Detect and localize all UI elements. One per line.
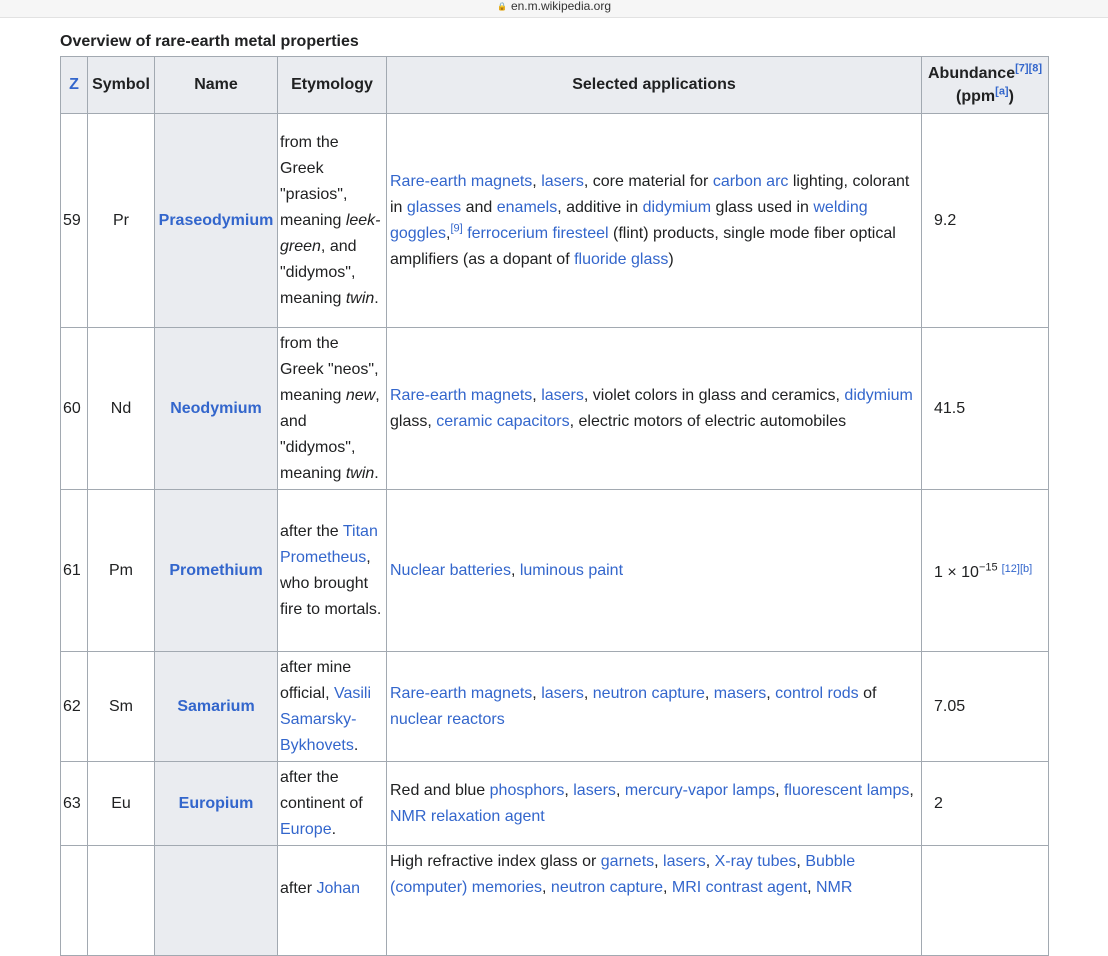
link-vasili-samarsky-bykhovets[interactable]: Vasili Samarsky-Bykhovets bbox=[280, 684, 371, 754]
link-control-rods[interactable]: control rods bbox=[775, 684, 859, 702]
abundance-unit: (ppm bbox=[956, 88, 996, 105]
link-rare-earth-magnets[interactable]: Rare-earth magnets bbox=[390, 684, 533, 702]
link-masers[interactable]: masers bbox=[713, 684, 767, 702]
link-rare-earth-magnets[interactable]: Rare-earth magnets bbox=[390, 386, 533, 404]
abundance-value: 2 bbox=[922, 762, 1049, 846]
table-row bbox=[61, 762, 1049, 846]
rare-earth-table bbox=[60, 56, 1049, 956]
ref-12-b[interactable]: [12][b] bbox=[1001, 562, 1033, 575]
atomic-number: 62 bbox=[61, 652, 88, 762]
atomic-number bbox=[61, 846, 88, 956]
link-didymium[interactable]: didymium bbox=[844, 386, 913, 404]
lock-icon: 🔒 bbox=[496, 2, 507, 11]
element-symbol bbox=[88, 846, 155, 956]
abundance-value: 9.2 bbox=[922, 114, 1049, 328]
abundance-label: Abundance bbox=[927, 65, 1016, 82]
link-lasers[interactable]: lasers bbox=[573, 781, 616, 799]
applications-cell: Rare-earth magnets, lasers, neutron capture, masers, control rods of nuclear reactors bbox=[387, 652, 922, 762]
atomic-number: 60 bbox=[61, 328, 88, 490]
link-didymium[interactable]: didymium bbox=[642, 198, 712, 216]
link-nuclear-batteries[interactable]: Nuclear batteries bbox=[390, 561, 511, 579]
applications-cell: Red and blue phosphors, lasers, mercury-vapor lamps, fluorescent lamps, NMR relaxation agent bbox=[387, 762, 922, 846]
header-row bbox=[61, 57, 1049, 114]
ref-8[interactable]: [8] bbox=[1028, 62, 1043, 75]
table-row bbox=[61, 490, 1049, 652]
link-enamels[interactable]: enamels bbox=[496, 198, 558, 216]
link-europe[interactable]: Europe bbox=[280, 820, 332, 838]
element-name-link[interactable]: Samarium bbox=[155, 652, 278, 762]
element-symbol: Nd bbox=[88, 328, 155, 490]
address-bar[interactable] bbox=[0, 0, 1108, 18]
column-header-symbol[interactable]: Symbol bbox=[88, 57, 155, 114]
link-fluorescent-lamps[interactable]: fluorescent lamps bbox=[783, 781, 910, 799]
abundance-value bbox=[922, 846, 1049, 956]
url-text: en.m.wikipedia.org bbox=[510, 0, 612, 13]
applications-cell: Rare-earth magnets, lasers, core material for carbon arc lighting, colorant in glasses and enamels, additive in didymium glass used in welding goggles,[9] ferrocerium firesteel (flint) products, single mode fiber optical amplifiers (as a dopant of fluoride glass) bbox=[387, 114, 922, 328]
link-carbon-arc[interactable]: carbon arc bbox=[712, 172, 789, 190]
link-lasers[interactable]: lasers bbox=[663, 853, 706, 870]
element-symbol: Eu bbox=[88, 762, 155, 846]
link-nmr-relaxation-agent[interactable]: NMR relaxation agent bbox=[390, 807, 545, 825]
link-glasses[interactable]: glasses bbox=[406, 198, 462, 216]
element-name-link[interactable]: Neodymium bbox=[155, 328, 278, 490]
link-nuclear-reactors[interactable]: nuclear reactors bbox=[390, 710, 505, 728]
etymology-cell: from the Greek "prasios", meaning leek-green, and "didymos", meaning twin. bbox=[278, 114, 387, 328]
element-name-link[interactable]: Praseodymium bbox=[155, 114, 278, 328]
element-symbol: Sm bbox=[88, 652, 155, 762]
link-lasers[interactable]: lasers bbox=[541, 386, 584, 404]
atomic-number: 63 bbox=[61, 762, 88, 846]
table-row bbox=[61, 652, 1049, 762]
element-symbol: Pm bbox=[88, 490, 155, 652]
element-symbol: Pr bbox=[88, 114, 155, 328]
etymology-cell: after the Titan Prometheus, who brought fire to mortals. bbox=[278, 490, 387, 652]
link-luminous-paint[interactable]: luminous paint bbox=[519, 561, 624, 579]
element-name-link[interactable]: Promethium bbox=[155, 490, 278, 652]
column-header-name[interactable]: Name bbox=[155, 57, 278, 114]
link-rare-earth-magnets[interactable]: Rare-earth magnets bbox=[390, 172, 533, 190]
table-row bbox=[61, 328, 1049, 490]
column-header-abundance[interactable]: Abundance[7][8] (ppm[a]) bbox=[922, 57, 1049, 114]
etymology-cell: from the Greek "neos", meaning new, and "didymos", meaning twin. bbox=[278, 328, 387, 490]
table-row bbox=[61, 114, 1049, 328]
atomic-number: 61 bbox=[61, 490, 88, 652]
link-mercury-vapor-lamps[interactable]: mercury-vapor lamps bbox=[624, 781, 776, 799]
table-row bbox=[61, 846, 1049, 956]
link-ceramic-capacitors[interactable]: ceramic capacitors bbox=[436, 412, 570, 430]
applications-cell: High refractive index glass or garnets, lasers, X-ray tubes, Bubble (computer) memories, neutron capture, MRI contrast agent, NMR bbox=[387, 846, 922, 956]
element-name-link[interactable]: Europium bbox=[155, 762, 278, 846]
applications-cell: Rare-earth magnets, lasers, violet colors in glass and ceramics, didymium glass, ceramic capacitors, electric motors of electric automobiles bbox=[387, 328, 922, 490]
link-welding-goggles[interactable]: welding goggles bbox=[390, 198, 868, 242]
etymology-cell: after mine official, Vasili Samarsky-Bykhovets. bbox=[278, 652, 387, 762]
link-neutron-capture[interactable]: neutron capture bbox=[550, 879, 663, 896]
abundance-value: 41.5 bbox=[922, 328, 1049, 490]
link-bubble-memory[interactable]: Bubble (computer) memories bbox=[390, 853, 856, 896]
link-mri-contrast-agent[interactable]: MRI contrast agent bbox=[671, 879, 808, 896]
link-phosphors[interactable]: phosphors bbox=[489, 781, 565, 799]
link-johan[interactable]: Johan bbox=[316, 880, 361, 897]
link-nmr[interactable]: NMR bbox=[815, 879, 853, 896]
link-lasers[interactable]: lasers bbox=[541, 684, 584, 702]
column-header-z[interactable]: Z bbox=[61, 57, 88, 114]
link-ferrocerium[interactable]: ferrocerium firesteel bbox=[467, 224, 609, 242]
applications-cell: Nuclear batteries, luminous paint bbox=[387, 490, 922, 652]
atomic-number: 59 bbox=[61, 114, 88, 328]
abundance-value: 7.05 bbox=[922, 652, 1049, 762]
column-header-applications[interactable]: Selected applications bbox=[387, 57, 922, 114]
link-prometheus[interactable]: Prometheus bbox=[280, 548, 367, 566]
column-header-etymology[interactable]: Etymology bbox=[278, 57, 387, 114]
abundance-value: $1 \times 10^{-15}$ [12][b] bbox=[922, 490, 1049, 652]
link-lasers[interactable]: lasers bbox=[541, 172, 584, 190]
table-caption: Overview of rare-earth metal properties bbox=[60, 33, 359, 50]
ref-a[interactable]: [a] bbox=[995, 85, 1009, 98]
etymology-cell: after Johan bbox=[278, 846, 387, 956]
link-fluoride-glass[interactable]: fluoride glass bbox=[574, 250, 669, 268]
etymology-cell: after the continent of Europe. bbox=[278, 762, 387, 846]
link-x-ray-tubes[interactable]: X-ray tubes bbox=[714, 853, 797, 870]
ref-9[interactable]: [9] bbox=[450, 222, 463, 235]
ref-7[interactable]: [7] bbox=[1015, 62, 1029, 75]
element-name-link[interactable] bbox=[155, 846, 278, 956]
link-neutron-capture[interactable]: neutron capture bbox=[592, 684, 705, 702]
link-titan[interactable]: Titan bbox=[342, 522, 378, 540]
link-garnets[interactable]: garnets bbox=[600, 853, 655, 870]
